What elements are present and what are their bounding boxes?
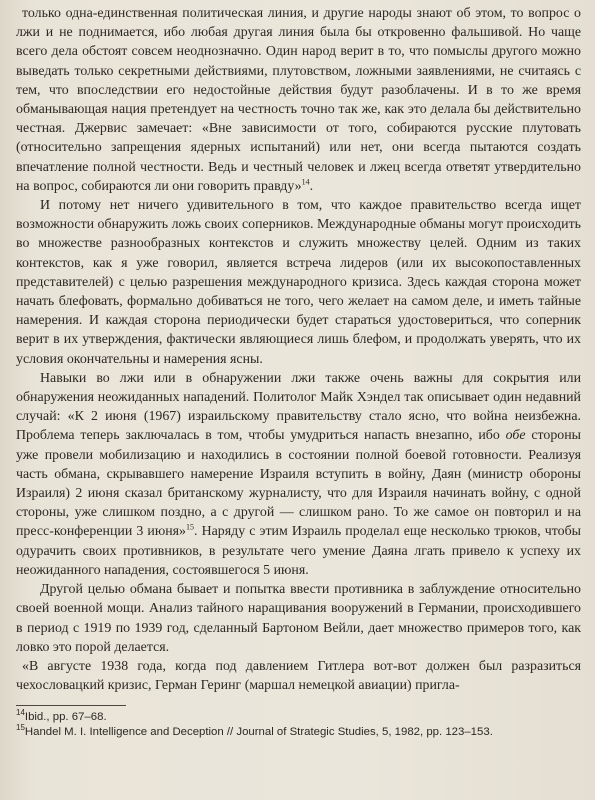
footnote-ref: 15 bbox=[186, 522, 195, 532]
footnote-divider bbox=[16, 705, 126, 706]
paragraph bbox=[16, 4, 581, 196]
text-segment: . Наряду с этим Израиль проделал еще несколько трюков, чтобы одурачить своих противников, в результате чего умение Даяна лгать привело к успеху их неожиданного нападения, состоявшегося 5 июня. bbox=[16, 524, 582, 578]
text-segment: только одна-единственная политическая линия, и другие народы знают об этом, то вопрос о лжи и не поднимается, ибо любая другая линия была бы откровенно фальшивой. Но чаще всего дела обстоят совсем неоднозначно. Один народ верит в то, что помыслы другого можно выведать только секретными действиями, плутовством, ложными заявлениями, не считаясь с тем, что впоследствии его недостойные действия будут разоблачены. И в то же время обманывающая нация претендует на честность точно так же, как это делала бы действительно честная. Джервис замечает: «Вне зависимости от того, собираются русские плутовать (относительно запрещения ядерных испытаний) или нет, они всегда пытаются создать впечатление полной честности. Ведь и честный человек и лжец всегда ответят утвердительно на вопрос, собираются ли они говорить правду» bbox=[16, 6, 581, 194]
footnote bbox=[16, 710, 581, 725]
footnote-mark: 14 bbox=[16, 708, 25, 718]
footnote-text: Ibid., pp. 67–68. bbox=[24, 711, 107, 724]
text-segment: стороны уже провели мобилизацию и находились в состоянии полной боевой готовности. Реализуя часть обмана, скрывавшего намерение Израиля вступить в войну, Даян (министр обороны Израиля) 2 июня сказал британскому журналисту, что для Израиля начинать войну, с одной стороны, уже слишком поздно, а с другой — слишком рано. То же самое он повторил и на пресс-конференции 3 июня» bbox=[16, 428, 581, 540]
footnote-ref: 14 bbox=[301, 177, 310, 187]
text-segment: . bbox=[309, 178, 314, 194]
paragraph bbox=[16, 196, 581, 369]
footnotes bbox=[16, 710, 581, 740]
text-segment: Навыки во лжи или в обнаружении лжи также очень важны для сокрытия или обнаружения неожиданных нападений. Политолог Майк Хэндел так описывает один недавний случай: «К 2 июня (1967) израильскому правительству стало ясно, что война неизбежна. Проблема теперь заключалась в том, чтобы умудриться напасть внезапно, ибо bbox=[16, 370, 581, 444]
paragraph bbox=[16, 657, 581, 695]
text-segment: И потому нет ничего удивительного в том, что каждое правительство всегда ищет возможности обнаружить ложь своих соперников. Международные обманы могут происходить во множестве разнообразных контекстов и служить множеству целей. Одним из таких контекстов, как я уже говорил, является встреча лидеров (или их высокопоставленных представителей) с целью разрешения международного кризиса. Здесь каждая сторона может начать блефовать, формально добиваться не того, чего желает на самом деле, и иметь тайные намерения. И каждая сторона периодически будет стараться удостовериться, что соперник верит в их утверждения, фактически являющиеся лишь блефом, и продолжать уверять, что их условия окончательны и намерения ясны. bbox=[16, 198, 581, 367]
text-segment: Другой целью обмана бывает и попытка ввести противника в заблуждение относительно своей военной мощи. Анализ тайного наращивания вооружений в Германии, происходившего в период с 1919 по 1939 год, сделанный Бартоном Вейли, дает множество примеров того, как ловко это порой делается. bbox=[16, 582, 581, 655]
footnote-mark: 15 bbox=[16, 723, 25, 733]
emphasis: обе bbox=[505, 428, 526, 444]
paragraph bbox=[16, 580, 581, 657]
main-text bbox=[16, 4, 581, 695]
footnote bbox=[16, 725, 581, 740]
text-segment: «В августе 1938 года, когда под давлением Гитлера вот-вот должен был разразиться чехословацкий кризис, Герман Геринг (маршал немецкой авиации) пригла- bbox=[16, 658, 581, 694]
paragraph bbox=[16, 369, 581, 580]
footnote-text: Handel M. I. Intelligence and Deception // Journal of Strategic Studies, 5, 1982, pp. 123–153. bbox=[24, 726, 493, 739]
